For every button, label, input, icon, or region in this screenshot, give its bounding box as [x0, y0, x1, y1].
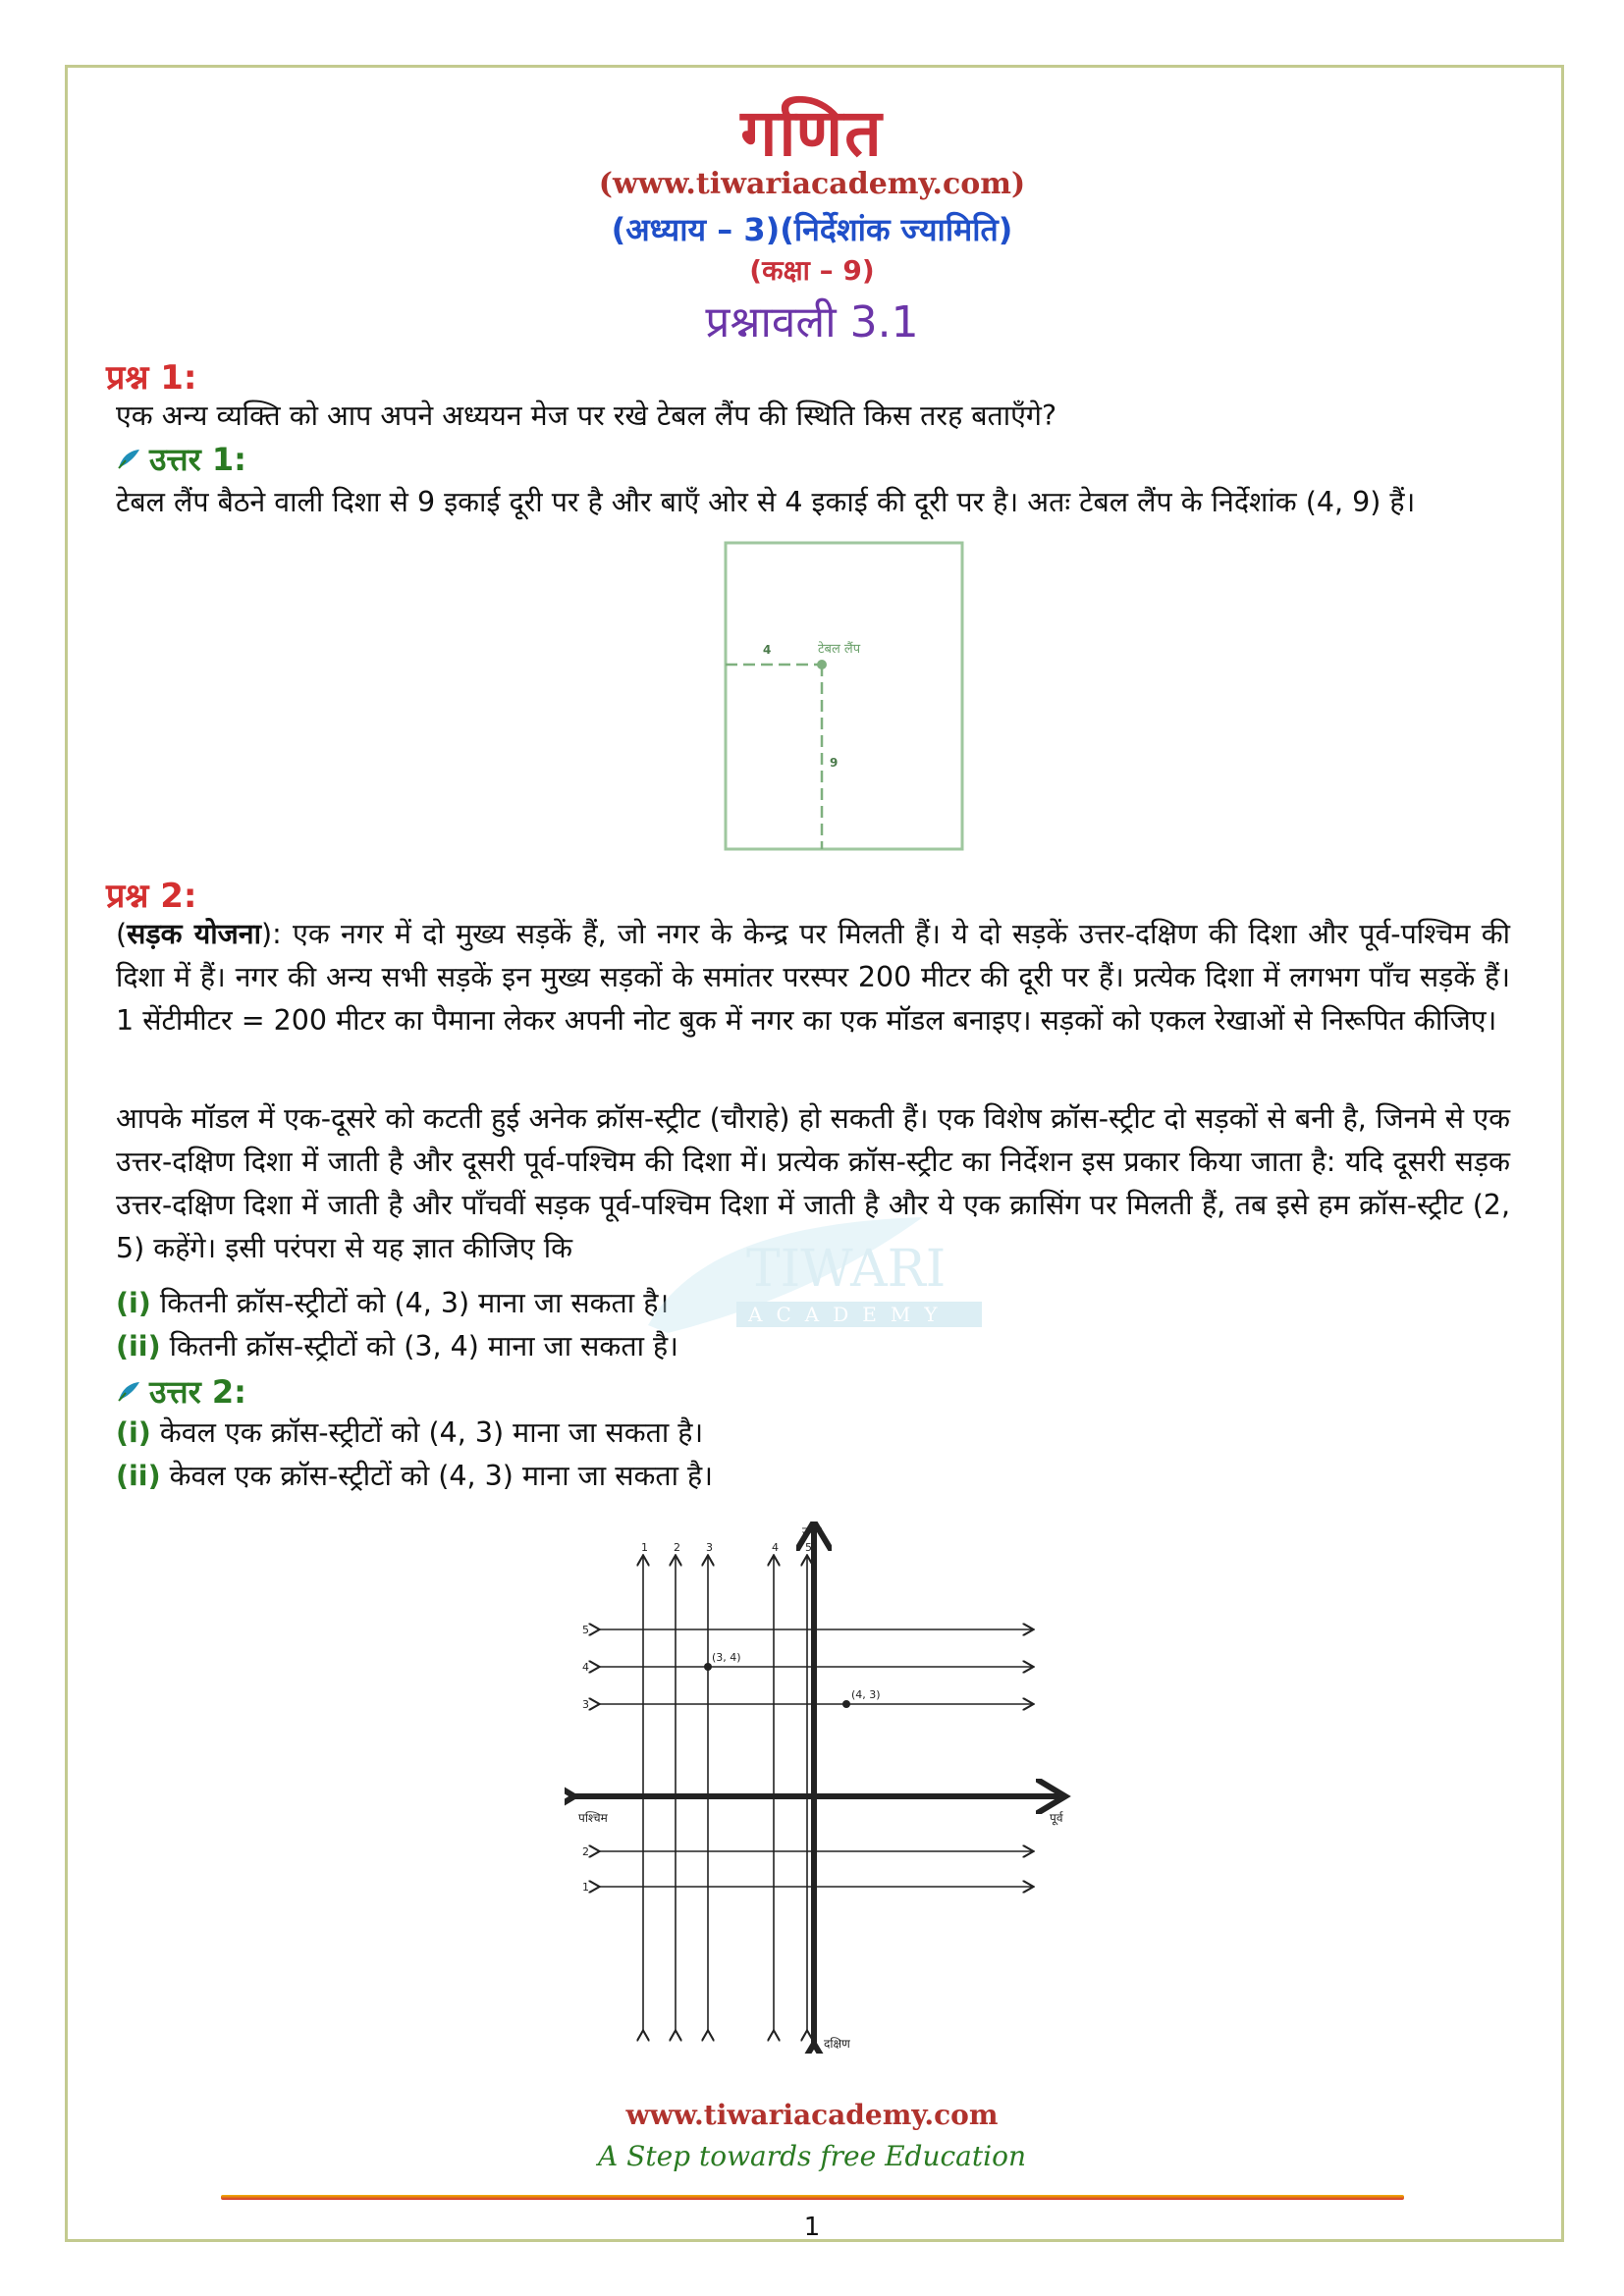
north-south-street-label: 5 [805, 1541, 812, 1554]
north-south-street-label: 2 [674, 1541, 680, 1554]
point-3-4 [704, 1663, 712, 1671]
question-2-part-i: (i) कितनी क्रॉस-स्ट्रीटों को (4, 3) माना जा सकता है। [116, 1287, 670, 1319]
answer-2-part-i: (i) केवल एक क्रॉस-स्ट्रीटों को (4, 3) माना जा सकता है। [116, 1416, 704, 1449]
answer-1-heading: उत्तर 1: [149, 441, 246, 478]
question-1-text: एक अन्य व्यक्ति को आप अपने अध्ययन मेज पर रखे टेबल लैंप की स्थिति किस तरह बताएँगे? [116, 400, 1057, 432]
question-2-heading: प्रश्न 2: [106, 877, 197, 916]
north-south-street-label: 4 [772, 1541, 779, 1554]
footer-divider [221, 2195, 1404, 2200]
answer-1-heading-wrap [116, 438, 246, 480]
east-west-street-label: 1 [582, 1881, 589, 1894]
footer-website: www.tiwariacademy.com [625, 2099, 999, 2131]
answer-2-part-ii: (ii) केवल एक क्रॉस-स्ट्रीटों को (4, 3) माना जा सकता है। [116, 1460, 713, 1492]
south-label: दक्षिण [824, 2037, 850, 2051]
horizontal-distance-label: 4 [763, 643, 772, 657]
east-west-street-label: 5 [582, 1624, 589, 1636]
exercise-title: प्रश्नावली 3.1 [705, 297, 919, 347]
answer-2-heading-wrap [116, 1370, 246, 1413]
question-2-part-ii: (ii) कितनी क्रॉस-स्ट्रीटों को (3, 4) माना जा सकता है। [116, 1330, 678, 1362]
east-west-street-label: 2 [582, 1845, 589, 1858]
page-number: 1 [803, 2213, 821, 2242]
tiwari-logo-icon [116, 447, 141, 472]
north-label: उत्तर [802, 1524, 822, 1538]
class-label: (कक्षा – 9) [749, 254, 875, 287]
table-outline [726, 543, 962, 849]
question-2-para-1: (सड़क योजना): एक नगर में दो मुख्य सड़कें हैं, जो नगर के केन्द्र पर मिलती हैं। ये दो सड़कें उत्तर-दक्षिण की दिशा और पूर्व-पश्चिम की दिशा में हैं। नगर की अन्य सभी सड़कें इन मुख्य सड़कों के समांतर परस्पर 200 मीटर की दूरी पर हैं। प्रत्येक दिशा में लगभग पाँच सड़कें हैं। 1 सेंटीमीटर = 200 मीटर का पैमाना लेकर अपनी नोट बुक में नगर का एक मॉडल बनाइए। सड़कों को एकल रेखाओं से निरूपित कीजिए। [116, 918, 1511, 1037]
page-title: गणित [740, 95, 884, 171]
svg-text:ACADEMY: ACADEMY [748, 1303, 951, 1326]
north-south-street-label: 3 [706, 1541, 713, 1554]
east-west-street-label: 4 [582, 1661, 589, 1674]
lamp-label: टेबल लैंप [818, 642, 861, 657]
point-3-4-label: (3, 4) [712, 1651, 741, 1664]
question-2-para-2: आपके मॉडल में एक-दूसरे को कटती हुई अनेक क्रॉस-स्ट्रीट (चौराहे) हो सकती हैं। एक विशेष क्रॉस-स्ट्रीट दो सड़कों से बनी है, जिनमे से एक उत्तर-दक्षिण दिशा में जाती है और दूसरी पूर्व-पश्चिम की दिशा में। प्रत्येक क्रॉस-स्ट्रीट का निर्देशन इस प्रकार किया जाता है: यदि दूसरी सड़क उत्तर-दक्षिण दिशा में जाती है और पाँचवीं सड़क पूर्व-पश्चिम दिशा में जाती है और ये एक क्रासिंग पर मिलती हैं, तब इसे हम क्रॉस-स्ट्रीट (2, 5) कहेंगे। इसी परंपरा से यह ज्ञात कीजिए कि [116, 1102, 1510, 1264]
answer-2-heading: उत्तर 2: [149, 1373, 246, 1411]
north-south-streets [641, 1541, 812, 2032]
tiwari-academy-watermark [628, 1217, 982, 1345]
tiwari-logo-icon [116, 1379, 141, 1405]
table-lamp-diagram [724, 541, 964, 851]
road-plan-label: सड़क योजना [127, 918, 261, 950]
vertical-distance-label: 9 [830, 756, 839, 770]
cross-street-grid-diagram [565, 1522, 1075, 2054]
svg-text:TIWARI: TIWARI [746, 1240, 947, 1299]
west-label: पश्चिम [578, 1811, 608, 1825]
lamp-point [817, 660, 827, 669]
north-south-street-label: 1 [641, 1541, 648, 1554]
answer-1-text: टेबल लैंप बैठने वाली दिशा से 9 इकाई दूरी पर है और बाएँ ओर से 4 इकाई की दूरी पर है। अतः टेबल लैंप के निर्देशांक (4, 9) हैं। [116, 486, 1416, 518]
east-west-street-label: 3 [582, 1698, 589, 1711]
point-4-3-label: (4, 3) [851, 1688, 881, 1701]
chapter-title: (अध्याय – 3)(निर्देशांक ज्यामिति) [611, 211, 1013, 248]
header-website: (www.tiwariacademy.com) [598, 167, 1026, 201]
point-4-3 [842, 1700, 850, 1708]
footer-tagline: A Step towards free Education [598, 2140, 1026, 2172]
east-label: पूर्व [1050, 1811, 1063, 1825]
question-1-heading: प्रश्न 1: [106, 358, 197, 398]
